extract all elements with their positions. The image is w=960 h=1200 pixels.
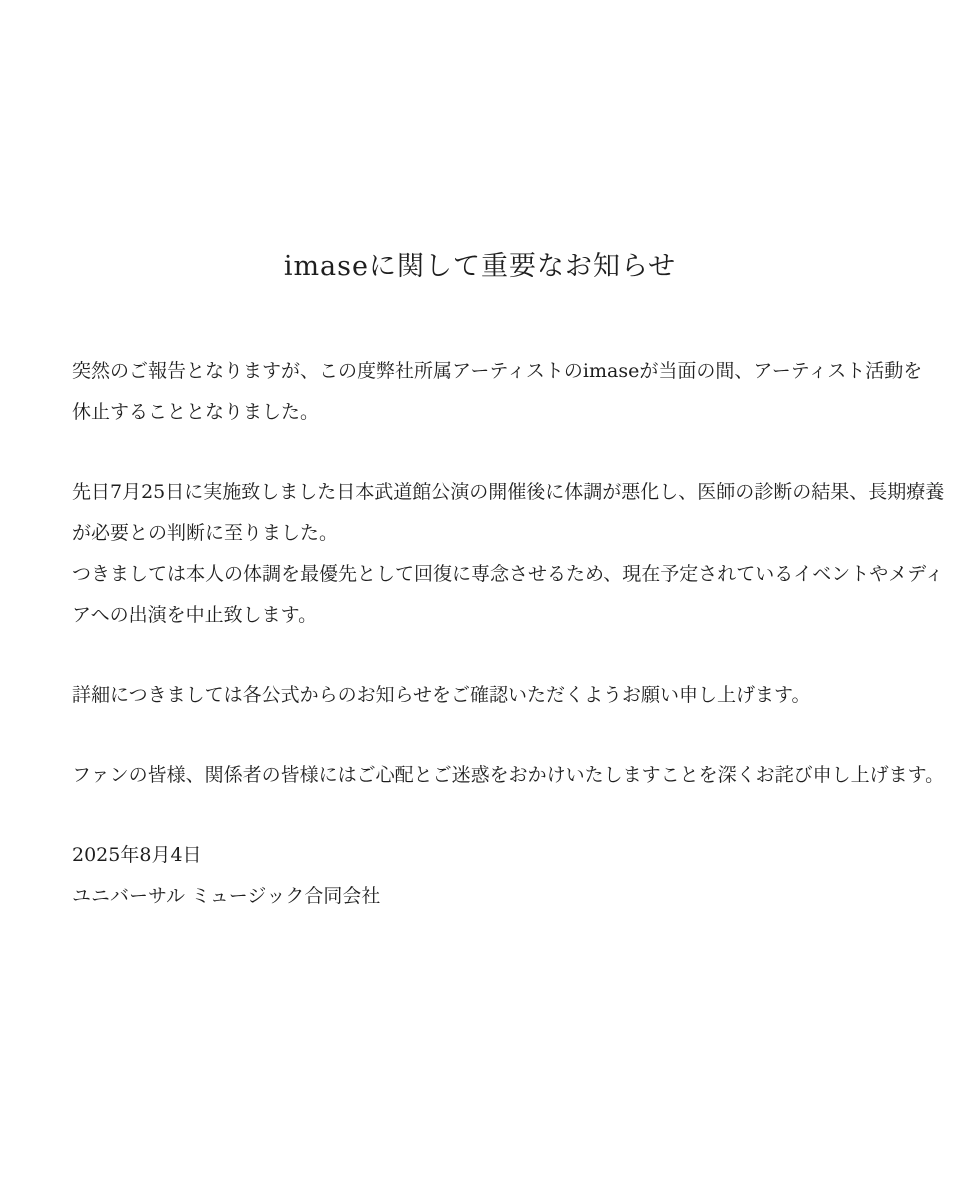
announcement-title: imaseに関して重要なお知らせ [283, 251, 677, 282]
paragraph-health-details [72, 472, 945, 636]
text-line: 詳細につきましては各公式からのお知らせをご確認いただくようお願い申し上げます。 [72, 684, 811, 706]
announcement-date: 2025年8月4日 [72, 844, 202, 866]
company-name: ユニバーサル ミュージック合同会社 [72, 885, 381, 907]
paragraph-apology [72, 755, 945, 796]
text-line: が必要との判断に至りました。 [72, 522, 339, 544]
announcement-body [72, 351, 945, 917]
text-line: つきましては本人の体調を最優先として回復に専念させるため、現在予定されているイベントやメディ [72, 563, 944, 585]
paragraph-official-channels [72, 675, 900, 716]
text-line: アへの出演を中止致します。 [72, 604, 318, 626]
text-line: 休止することとなりました。 [72, 401, 320, 423]
text-line: 先日7月25日に実施致しました日本武道館公演の開催後に体調が悪化し、医師の診断の結果、長期療養 [72, 481, 945, 503]
paragraph-hiatus-intro [72, 351, 923, 433]
text-line: ファンの皆様、関係者の皆様にはご心配とご迷惑をおかけいたしますことを深くお詫び申し上げます。 [72, 764, 945, 786]
text-line: 突然のご報告となりますが、この度弊社所属アーティストのimaseが当面の間、アーティスト活動を [72, 360, 923, 382]
paragraph-signature [72, 835, 900, 917]
